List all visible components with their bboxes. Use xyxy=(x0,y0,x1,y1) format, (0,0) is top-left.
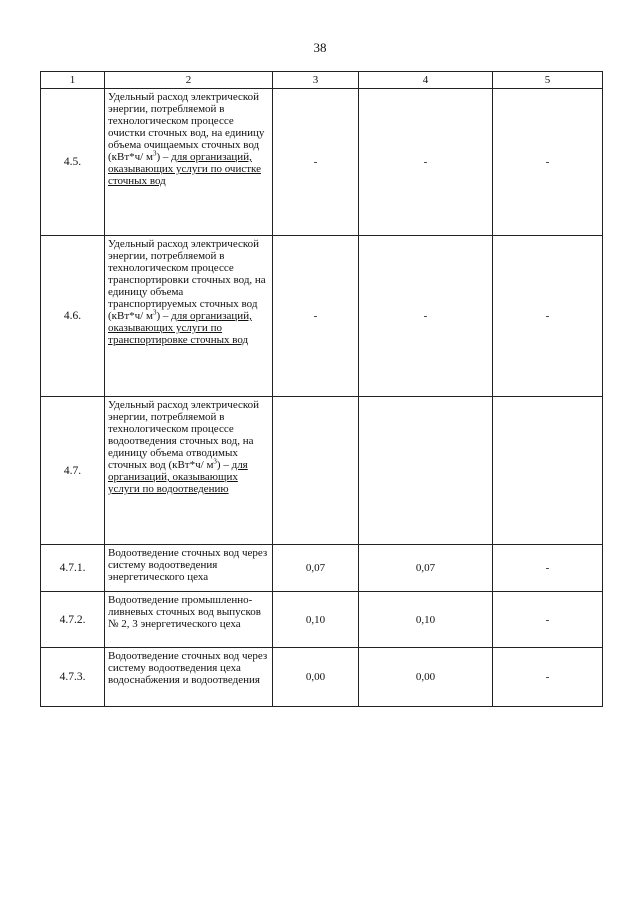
cell-col5: - xyxy=(493,648,603,707)
cell-col3: - xyxy=(273,236,359,397)
table-header-row xyxy=(41,72,603,89)
page-number: 38 xyxy=(313,40,327,55)
table-row xyxy=(41,236,603,397)
cell-col4: 0,10 xyxy=(359,592,493,648)
table-row xyxy=(41,648,603,707)
table-row xyxy=(41,545,603,592)
column-header-3: 3 xyxy=(273,72,359,89)
cell-col5: - xyxy=(493,592,603,648)
cell-col5: - xyxy=(493,236,603,397)
column-header-2: 2 xyxy=(105,72,273,89)
cell-col3: 0,07 xyxy=(273,545,359,592)
column-header-4: 4 xyxy=(359,72,493,89)
cell-col3 xyxy=(273,397,359,545)
row-description: Удельный расход электрической энергии, потребляемой в технологическом процессе водоотведения сточных вод, на единицу объема отводимых сточных вод (кВт*ч/ $м^3$) – для организаций, оказывающих услуги по водоотведению xyxy=(105,397,273,545)
row-number: 4.7.2. xyxy=(41,592,105,648)
row-number: 4.6. xyxy=(41,236,105,397)
column-header-5: 5 xyxy=(493,72,603,89)
row-description: Водоотведение сточных вод через систему водоотведения цеха водоснабжения и водоотведения xyxy=(105,648,273,707)
row-description: Водоотведение промышленно-ливневых сточных вод выпусков № 2, 3 энергетического цеха xyxy=(105,592,273,648)
cell-col4: - xyxy=(359,236,493,397)
row-number: 4.7.1. xyxy=(41,545,105,592)
row-number: 4.7. xyxy=(41,397,105,545)
column-header-1: 1 xyxy=(41,72,105,89)
cell-col4: 0,00 xyxy=(359,648,493,707)
cell-col4: 0,07 xyxy=(359,545,493,592)
row-description: Удельный расход электрической энергии, потребляемой в технологическом процессе транспортировки сточных вод, на единицу объема транспортируемых сточных вод (кВт*ч/ $м^3$) – для организаций, оказывающих услуги по транспортировке сточных вод xyxy=(105,236,273,397)
cell-col5: - xyxy=(493,545,603,592)
cell-col5 xyxy=(493,397,603,545)
row-number: 4.5. xyxy=(41,89,105,236)
cell-col4 xyxy=(359,397,493,545)
row-number: 4.7.3. xyxy=(41,648,105,707)
cell-col4: - xyxy=(359,89,493,236)
table-row xyxy=(41,89,603,236)
table-row xyxy=(41,592,603,648)
cell-col3: 0,00 xyxy=(273,648,359,707)
cell-col3: 0,10 xyxy=(273,592,359,648)
cell-col3: - xyxy=(273,89,359,236)
cell-col5: - xyxy=(493,89,603,236)
table-row xyxy=(41,397,603,545)
indicators-table xyxy=(40,71,603,707)
row-description: Удельный расход электрической энергии, потребляемой в технологическом процессе очистки сточных вод, на единицу объема очищаемых сточных вод (кВт*ч/ $м^3$) – для организаций, оказывающих услуги по очистке сточных вод xyxy=(105,89,273,236)
row-description: Водоотведение сточных вод через систему водоотведения энергетического цеха xyxy=(105,545,273,592)
